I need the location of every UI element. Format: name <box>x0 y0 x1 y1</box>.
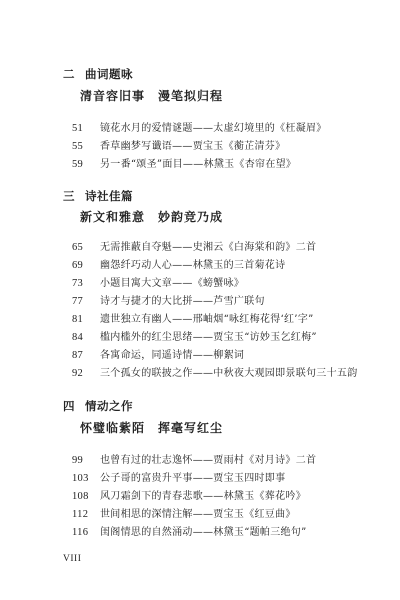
section-number: 二 <box>63 67 75 81</box>
entry-title: 公子哥的富贵升平事——贾宝玉四时即事 <box>100 473 286 484</box>
entry-page: 69 <box>72 260 84 271</box>
entry-page: 99 <box>72 455 84 466</box>
toc-entry[interactable] <box>72 487 306 502</box>
toc-entry[interactable] <box>72 505 296 520</box>
section-subtitle: 清音容旧事 漫笔拟归程 <box>80 89 224 103</box>
toc-entry[interactable] <box>72 274 244 289</box>
toc-entry[interactable] <box>72 238 316 253</box>
toc-entry[interactable] <box>72 256 285 271</box>
entry-page: 59 <box>72 159 84 170</box>
toc-entry[interactable] <box>72 523 307 538</box>
toc-entry[interactable] <box>72 137 285 152</box>
entry-title: 诗才与捷才的大比拼——芦雪广联句 <box>100 296 265 307</box>
section-number: 三 <box>63 189 75 203</box>
toc-entry[interactable] <box>72 469 285 484</box>
entry-title: 风刀霜剑下的青春悲歌——林黛玉《葬花吟》 <box>100 491 306 502</box>
section-title: 情动之作 <box>85 399 133 413</box>
section-heading <box>63 66 133 82</box>
entry-page: 51 <box>72 123 84 134</box>
entry-page: 92 <box>72 368 84 379</box>
entry-title: 也曾有过的壮志逸怀——贾雨村《对月诗》二首 <box>100 455 317 466</box>
section-title: 曲词题咏 <box>85 67 133 81</box>
entry-title: 小题目寓大文章——《螃蟹咏》 <box>100 278 245 289</box>
toc-entry[interactable] <box>72 292 265 307</box>
toc-entry[interactable] <box>72 451 316 466</box>
entry-page: 108 <box>72 491 89 502</box>
section-number: 四 <box>63 399 75 413</box>
entry-page: 112 <box>72 509 89 520</box>
entry-page: 55 <box>72 141 84 152</box>
entry-title: 闺阁情思的自然涌动——林黛玉“题帕三绝句” <box>100 527 307 538</box>
entry-title: 幽怨纤巧动人心——林黛玉的三首菊花诗 <box>100 260 286 271</box>
entry-page: 84 <box>72 332 84 343</box>
entry-page: 87 <box>72 350 84 361</box>
toc-entry[interactable] <box>72 346 244 361</box>
entry-title: 无需推蔽自夺魁——史湘云《白海棠和韵》二首 <box>100 242 317 253</box>
entry-title: 镜花水月的爱情谜题——太虚幻境里的《枉凝眉》 <box>100 123 327 134</box>
entry-page: 77 <box>72 296 84 307</box>
entry-page: 73 <box>72 278 84 289</box>
section-heading <box>63 188 133 204</box>
entry-page: 65 <box>72 242 84 253</box>
entry-title: 另一番“颂圣”面目——林黛玉《杏帘在望》 <box>100 159 297 170</box>
section-heading <box>63 398 133 414</box>
toc-entry[interactable] <box>72 155 296 170</box>
section-subtitle: 怀璧临紫陌 挥毫写红尘 <box>80 421 224 435</box>
section-title: 诗社佳篇 <box>85 189 133 203</box>
entry-page: 116 <box>72 527 89 538</box>
toc-entry[interactable] <box>72 364 358 379</box>
entry-title: 香草幽梦写谶语——贾宝玉《蘅芷清芬》 <box>100 141 286 152</box>
section-subtitle: 新文和雅意 妙韵竞乃成 <box>80 210 224 224</box>
toc-entry[interactable] <box>72 310 313 325</box>
entry-title: 遗世独立有幽人——邢岫烟“咏红梅花得‘红’字” <box>100 314 314 325</box>
toc-entry[interactable] <box>72 328 317 343</box>
page-folio: VIII <box>63 554 82 564</box>
entry-page: 103 <box>72 473 89 484</box>
entry-title: 槛内槛外的红尘思绪——贾宝玉“访妙玉乞红梅” <box>100 332 317 343</box>
entry-title: 世间相思的深情注解——贾宝玉《红豆曲》 <box>100 509 296 520</box>
entry-title: 三个孤女的联披之作——中秋夜大观园即景联句三十五韵 <box>100 368 358 379</box>
toc-entry[interactable] <box>72 119 327 134</box>
entry-title: 各寓命运，同遥诗情——柳絮词 <box>100 350 245 361</box>
entry-page: 81 <box>72 314 84 325</box>
